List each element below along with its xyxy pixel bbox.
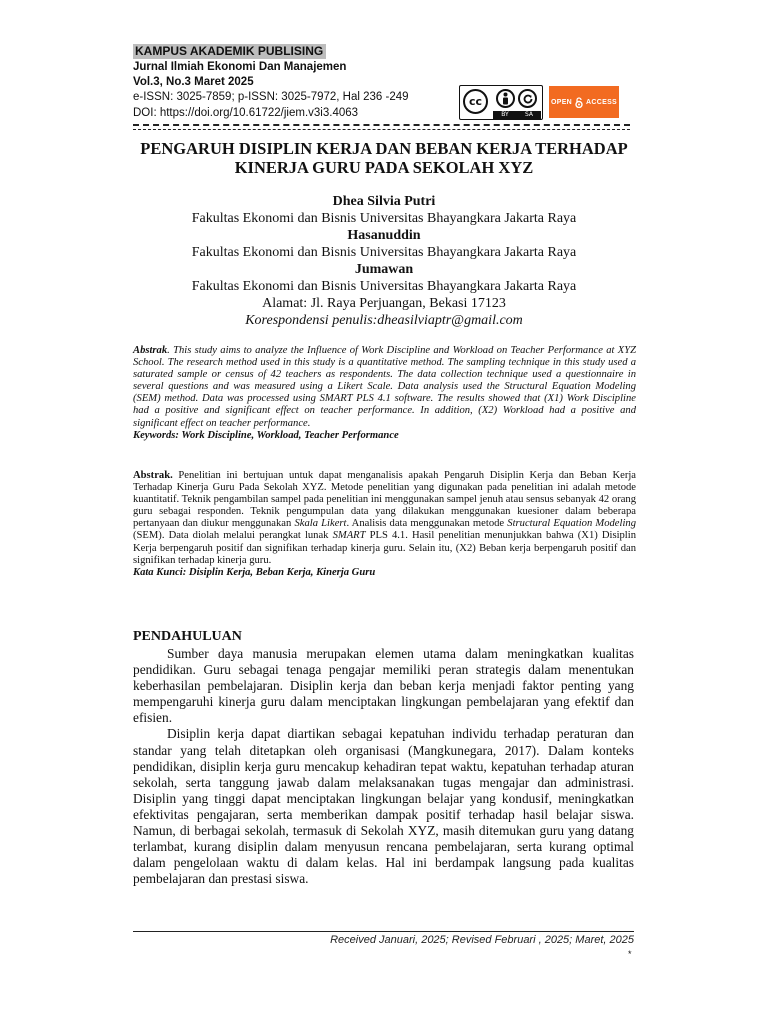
cc-license-badge[interactable] xyxy=(459,85,543,120)
person-icon xyxy=(496,89,515,108)
abstract-id-term: Structural Equation Modeling xyxy=(507,518,636,530)
by-label: BY xyxy=(493,111,517,119)
author-name: Dhea Silvia Putri xyxy=(332,194,436,209)
abstract-id-term: Skala Likert xyxy=(294,518,347,530)
keywords-indonesian: Kata Kunci: Disiplin Kerja, Beban Kerja, Kinerja Guru xyxy=(133,566,376,578)
paragraph: Disiplin kerja dapat diartikan sebagai kepatuhan individu terhadap peraturan dan standar yang telah ditetapkan oleh organisasi (Mangkunegara, 2017). Dalam konteks pendidikan, disiplin kerja guru mencakup kehadiran tepat waktu, kepatuhan terhadap aturan sekolah, serta tanggung jawab dalam melaksanakan tugas mengajar dan administrasi. Disiplin yang tinggi dapat menciptakan lingkungan belajar yang kondusif, meningkatkan efektivitas pengajaran, serta memberikan dampak positif terhadap hasil belajar siswa. Namun, di berbagai sekolah, termasuk di Sekolah XYZ, masih ditemukan guru yang datang terlambat, kurang disiplin dalam menyusun rencana pembelajaran, serta kurang optimal dalam pengelolaan waktu di dalam kelas. Hal ini berdampak langsung pada kualitas pembelajaran dan prestasi siswa. xyxy=(133,726,634,887)
abstract-en-text: . This study aims to analyze the Influence of Work Discipline and Workload on Teacher Performance at XYZ School. The research method used in this study is a quantitative method. The sampling technique in this study used a saturated sample or census of 42 teachers as respondents. The data collection technique used a questionnaire in several questions and was measured using a Likert Scale. Data analysis used the Structural Equation Modeling (SEM) method. Data was processed using SMART PLS 4.1 software. The results showed that (X1) Work Discipline had a positive and significant effect on teacher performance. In addition, (X2) Workload had a positive and significant effect on teacher performance. xyxy=(133,345,636,429)
open-access-right: ACCESS xyxy=(586,98,618,106)
correspondence-email[interactable]: Korespondensi penulis:dheasilviaptr@gmail.com xyxy=(245,313,523,328)
abstract-en-label: Abstrak xyxy=(133,345,168,356)
footnote-mark: * xyxy=(628,949,632,959)
author-name: Hasanuddin xyxy=(347,228,421,243)
footer-divider xyxy=(133,931,634,932)
abstract-id-text: (SEM). Data diolah melalui perangkat lunak xyxy=(133,530,333,542)
author-address: Alamat: Jl. Raya Perjuangan, Bekasi 17123 xyxy=(262,296,506,311)
abstract-id-text: PLS 4.1. Hasil penelitian menunjukkan bahwa (X1) Disiplin Kerja berpengaruh positif dan signifikan terhadap kinerja guru. Selain itu, (X2) Beban kerja berpengaruh positif dan signifikan terhadap kinerja guru. xyxy=(133,530,636,566)
abstract-id-text: . Analisis data menggunakan metode xyxy=(346,518,508,530)
introduction-body xyxy=(133,646,634,887)
sa-label: SA xyxy=(517,111,541,119)
share-alike-icon xyxy=(518,89,537,108)
header-divider-secondary xyxy=(133,129,630,130)
author-affiliation: Fakultas Ekonomi dan Bisnis Universitas Bhayangkara Jakarta Raya xyxy=(191,279,577,294)
doi-link[interactable]: DOI: https://doi.org/10.61722/jiem.v3i3.4063 xyxy=(133,106,359,119)
cc-icon: cc xyxy=(463,89,488,114)
author-affiliation: Fakultas Ekonomi dan Bisnis Universitas Bhayangkara Jakarta Raya xyxy=(191,245,577,260)
header-divider xyxy=(133,124,630,126)
author-affiliation: Fakultas Ekonomi dan Bisnis Universitas Bhayangkara Jakarta Raya xyxy=(191,211,577,226)
abstract-id-term: SMART xyxy=(332,530,366,542)
received-dates: Received Januari, 2025; Revised Februari , 2025; Maret, 2025 xyxy=(330,934,634,946)
abstract-english xyxy=(133,345,636,442)
abstract-id-label: Abstrak. xyxy=(133,470,173,481)
journal-name: Jurnal Ilmiah Ekonomi Dan Manajemen xyxy=(133,61,347,73)
keywords-english: Keywords: Work Discipline, Workload, Teacher Performance xyxy=(133,429,399,441)
section-heading: PENDAHULUAN xyxy=(133,629,242,644)
publisher-name: KAMPUS AKADEMIK PUBLISING xyxy=(133,44,326,59)
paragraph: Sumber daya manusia merupakan elemen utama dalam meningkatkan kualitas pendidikan. Guru sebagai tenaga pengajar memiliki peran strategis dalam menentukan keberhasilan pembelajaran. Disiplin kerja dan beban kerja menjadi faktor penting yang mempengaruhi kinerja guru dalam menciptakan lingkungan pembelajaran yang efektif dan efisien. xyxy=(133,646,634,726)
abstract-id-text: Penelitian ini bertujuan untuk dapat menganalisis apakah Pengaruh Disiplin Kerja dan Beban Kerja Terhadap Kinerja Guru Pada Sekolah XYZ. Metode penelitian yang digunakan pada penelitian ini adalah metode kuantitatif. Teknik pengambilan sampel pada penelitian ini menggunakan sampel jenuh atau sensus sebanyak 42 orang guru sebagai responden. Teknik pengumpulan data yang dilakukan menggunakan kuesioner dalam beberapa pertanyaan dan diukur menggunakan xyxy=(133,470,636,530)
issn-info: e-ISSN: 3025-7859; p-ISSN: 3025-7972, Hal 236 -249 xyxy=(133,91,409,104)
open-access-left: OPEN xyxy=(550,98,573,106)
author-block xyxy=(130,193,638,329)
open-access-badge[interactable] xyxy=(549,86,619,118)
abstract-indonesian xyxy=(133,470,636,579)
paper-title: PENGARUH DISIPLIN KERJA DAN BEBAN KERJA TERHADAP KINERJA GURU PADA SEKOLAH XYZ xyxy=(140,139,628,177)
volume-info: Vol.3, No.3 Maret 2025 xyxy=(133,76,254,89)
author-name: Jumawan xyxy=(354,262,414,277)
open-lock-icon xyxy=(575,97,583,107)
